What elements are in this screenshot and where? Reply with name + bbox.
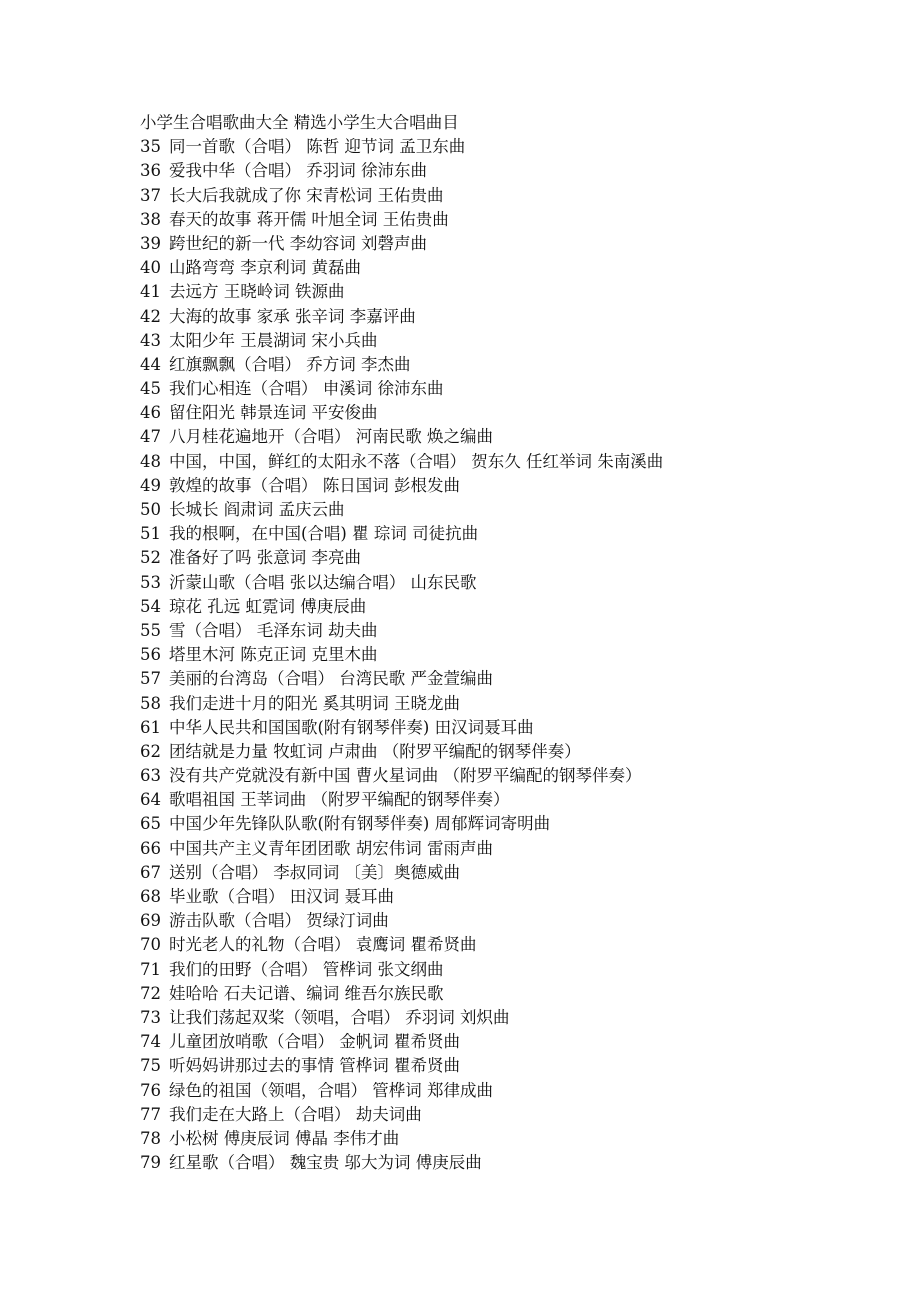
entry-text: 红星歌（合唱） 魏宝贵 邬大为词 傅庚辰曲: [169, 1153, 482, 1173]
entry-number: 67: [140, 862, 161, 882]
entry-text: 团结就是力量 牧虹词 卢肃曲 （附罗平编配的钢琴伴奏）: [169, 741, 581, 761]
list-item: [140, 353, 900, 377]
list-item: [140, 1103, 900, 1127]
entry-text: 长城长 阎肃词 孟庆云曲: [169, 500, 345, 519]
entry-text: 娃哈哈 石夫记谱、编词 维吾尔族民歌: [169, 983, 444, 1003]
entry-text: 塔里木河 陈克正词 克里木曲: [169, 645, 378, 665]
entry-text: 太阳少年 王晨湖词 宋小兵曲: [169, 330, 378, 350]
list-item: [140, 425, 900, 449]
list-item: [140, 982, 900, 1006]
entry-number: 54: [140, 596, 161, 616]
list-item: [140, 208, 900, 232]
list-item: [140, 1006, 900, 1030]
entry-number: 70: [140, 935, 161, 955]
list-item: [140, 812, 900, 836]
entry-text: 我们心相连（合唱） 申溪词 徐沛东曲: [169, 379, 444, 399]
entry-text: 跨世纪的新一代 李幼容词 刘磬声曲: [169, 233, 427, 253]
entry-text: 红旗飘飘（合唱） 乔方词 李杰曲: [169, 354, 411, 374]
entry-number: 53: [140, 572, 161, 592]
list-item: [140, 329, 900, 353]
entry-text: 琼花 孔远 虹霓词 傅庚辰曲: [169, 596, 367, 616]
entry-number: 71: [140, 959, 161, 979]
list-item: [140, 692, 900, 716]
entry-number: 65: [140, 814, 161, 834]
list-item: [140, 401, 900, 425]
entry-text: 美丽的台湾岛（合唱） 台湾民歌 严金萱编曲: [169, 669, 493, 689]
entry-text: 绿色的祖国（领唱，合唱） 管桦词 郑律成曲: [169, 1080, 493, 1100]
entry-number: 74: [140, 1032, 161, 1052]
list-item: [140, 740, 900, 764]
entry-number: 61: [140, 717, 161, 737]
entry-text: 我们走进十月的阳光 奚其明词 王晓龙曲: [169, 693, 460, 713]
list-item: [140, 1079, 900, 1103]
entry-number: 55: [140, 620, 161, 640]
entry-text: 大海的故事 家承 张辛词 李嘉评曲: [169, 306, 416, 326]
entry-number: 79: [140, 1153, 161, 1173]
list-item: [140, 885, 900, 909]
entry-text: 沂蒙山歌（合唱 张以达编合唱） 山东民歌: [169, 572, 477, 592]
document-title: 小学生合唱歌曲大全 精选小学生大合唱曲目: [140, 113, 459, 132]
list-item: [140, 232, 900, 256]
list-item: [140, 474, 900, 498]
entry-number: 69: [140, 911, 161, 931]
entry-text: 中国，中国，鲜红的太阳永不落（合唱） 贺东久 任红举词 朱南溪曲: [169, 451, 664, 471]
entry-number: 52: [140, 548, 161, 568]
list-item: [140, 377, 900, 401]
entry-text: 中国少年先锋队队歌(附有钢琴伴奏) 周郁辉词寄明曲: [169, 814, 551, 834]
entry-number: 57: [140, 669, 161, 689]
entry-number: 39: [140, 233, 161, 253]
entry-number: 77: [140, 1104, 161, 1124]
list-item: [140, 450, 900, 474]
entry-text: 没有共产党就没有新中国 曹火星词曲 （附罗平编配的钢琴伴奏）: [169, 766, 642, 786]
entry-number: 45: [140, 379, 161, 399]
entry-text: 爱我中华（合唱） 乔羽词 徐沛东曲: [169, 161, 427, 181]
list-item: [140, 619, 900, 643]
entry-text: 小松树 傅庚辰词 傅晶 李伟才曲: [169, 1128, 400, 1148]
entry-text: 敦煌的故事（合唱） 陈日国词 彭根发曲: [169, 475, 460, 495]
entry-text: 准备好了吗 张意词 李亮曲: [169, 548, 361, 568]
list-item: [140, 861, 900, 885]
list-item: [140, 933, 900, 957]
entry-number: 62: [140, 741, 161, 761]
entry-number: 58: [140, 693, 161, 713]
entry-number: 38: [140, 209, 161, 229]
list-item: [140, 1054, 900, 1078]
list-item: [140, 595, 900, 619]
entry-number: 40: [140, 258, 161, 278]
entry-text: 我们走在大路上（合唱） 劫夫词曲: [169, 1104, 422, 1124]
entry-text: 中国共产主义青年团团歌 胡宏伟词 雷雨声曲: [169, 838, 493, 858]
list-item: [140, 184, 900, 208]
entry-number: 36: [140, 161, 161, 181]
list-item: [140, 788, 900, 812]
entry-number: 73: [140, 1007, 161, 1027]
list-item: [140, 522, 900, 546]
entry-number: 46: [140, 403, 161, 423]
entry-number: 76: [140, 1080, 161, 1100]
entry-text: 山路弯弯 李京利词 黄磊曲: [169, 258, 361, 278]
list-item: [140, 716, 900, 740]
entry-number: 63: [140, 766, 161, 786]
list-item: [140, 159, 900, 183]
list-item: [140, 643, 900, 667]
list-item: [140, 837, 900, 861]
entry-number: 42: [140, 306, 161, 326]
entry-text: 我们的田野（合唱） 管桦词 张文纲曲: [169, 959, 444, 979]
entry-number: 68: [140, 887, 161, 906]
list-item: [140, 546, 900, 570]
entry-number: 47: [140, 427, 161, 447]
entry-number: 51: [140, 524, 161, 544]
entry-text: 听妈妈讲那过去的事情 管桦词 瞿希贤曲: [169, 1056, 460, 1076]
entry-number: 44: [140, 354, 161, 374]
list-item: [140, 135, 900, 159]
entry-number: 75: [140, 1056, 161, 1076]
entry-text: 让我们荡起双桨（领唱，合唱） 乔羽词 刘炽曲: [169, 1007, 510, 1027]
entry-text: 春天的故事 蒋开儒 叶旭全词 王佑贵曲: [169, 209, 449, 229]
entry-number: 50: [140, 500, 161, 519]
list-item: [140, 498, 900, 522]
entry-text: 歌唱祖国 王莘词曲 （附罗平编配的钢琴伴奏）: [169, 790, 510, 810]
entry-text: 我的根啊，在中国(合唱) 瞿 琮词 司徒抗曲: [169, 524, 479, 544]
entry-text: 去远方 王晓岭词 铁源曲: [169, 282, 345, 302]
list-item: [140, 571, 900, 595]
entry-number: 49: [140, 475, 161, 495]
entry-text: 送别（合唱） 李叔同词 〔美〕奥德威曲: [169, 862, 460, 882]
entry-number: 43: [140, 330, 161, 350]
list-item: [140, 1127, 900, 1151]
entry-text: 同一首歌（合唱） 陈哲 迎节词 孟卫东曲: [169, 137, 466, 157]
entry-number: 35: [140, 137, 161, 157]
entry-text: 中华人民共和国国歌(附有钢琴伴奏) 田汉词聂耳曲: [169, 717, 534, 737]
entry-text: 时光老人的礼物（合唱） 袁鹰词 瞿希贤曲: [169, 935, 477, 955]
list-item: [140, 1151, 900, 1175]
list-item: [140, 909, 900, 933]
entry-number: 48: [140, 451, 161, 471]
entry-text: 留住阳光 韩景连词 平安俊曲: [169, 403, 378, 423]
entry-text: 毕业歌（合唱） 田汉词 聂耳曲: [169, 887, 394, 906]
entry-number: 78: [140, 1128, 161, 1148]
list-item: [140, 256, 900, 280]
entry-text: 八月桂花遍地开（合唱） 河南民歌 焕之编曲: [169, 427, 493, 447]
list-item: [140, 958, 900, 982]
entry-number: 64: [140, 790, 161, 810]
list-item: [140, 764, 900, 788]
entry-number: 72: [140, 983, 161, 1003]
entry-text: 长大后我就成了你 宋青松词 王佑贵曲: [169, 185, 444, 205]
list-item: [140, 667, 900, 691]
entry-text: 雪（合唱） 毛泽东词 劫夫曲: [169, 620, 378, 640]
list-item: [140, 1030, 900, 1054]
entry-number: 41: [140, 282, 161, 302]
list-item: [140, 280, 900, 304]
list-item: [140, 305, 900, 329]
entry-number: 56: [140, 645, 161, 665]
document-page: [140, 111, 900, 1175]
entry-text: 游击队歌（合唱） 贺绿汀词曲: [169, 911, 389, 931]
entry-number: 37: [140, 185, 161, 205]
song-list: [140, 135, 900, 1175]
entry-number: 66: [140, 838, 161, 858]
entry-text: 儿童团放哨歌（合唱） 金帆词 瞿希贤曲: [169, 1032, 460, 1052]
